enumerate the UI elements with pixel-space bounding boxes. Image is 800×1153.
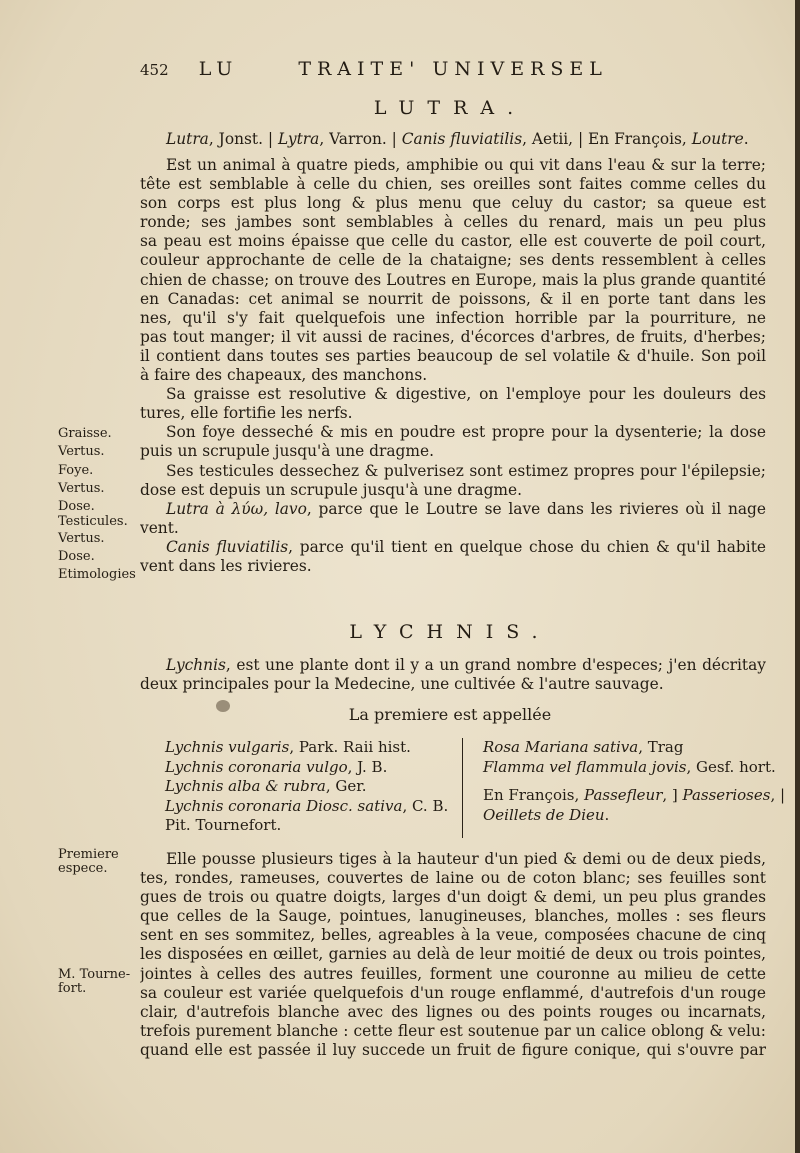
synonym-entry — [165, 758, 455, 778]
text-line: trefois purement blanche : cette fleur est soutenue par un calice oblong & velu: — [140, 1021, 766, 1040]
synonym-author: , Gesf. hort. — [686, 757, 776, 776]
premiere-heading: La premiere est appellée — [348, 705, 552, 724]
synonym-name: Lychnis coronaria vulgo — [165, 757, 348, 776]
margin-note-dose: Dose. — [58, 499, 95, 514]
etymology-line: vent dans les rivieres. — [140, 556, 312, 575]
synonym-entry — [165, 816, 455, 836]
synonym-author: En François, — [483, 786, 585, 804]
synonym-name: Oeillets de Dieu — [483, 805, 605, 824]
synonym-author: , ] — [662, 786, 683, 804]
text-line: que celles de la Sauge, pointues, lanugineuses, blanches, molles : ses fleurs — [140, 907, 766, 926]
synonym-name: Canis fluviatilis — [401, 130, 523, 148]
etymology-text: , parce que le Loutre se lave dans les rivieres où il nage — [306, 499, 766, 518]
text-line: tête est semblable à celle du chien, ses oreilles sont faites comme celles du — [140, 175, 766, 194]
text-line: les disposées en œillet, garnies au delà de leur moitié de deux ou trois pointes, — [140, 945, 766, 964]
text-line: Elle pousse plusieurs tiges à la hauteur d'un pied & demi ou de deux pieds, — [166, 850, 766, 868]
etymology-line — [140, 500, 766, 519]
margin-note-vertus: Vertus. — [58, 531, 105, 546]
intro-line — [140, 656, 766, 675]
synonym-author: , Trag — [638, 738, 684, 756]
page-number: 452 — [140, 61, 169, 79]
testicules-line: dose est depuis un scrupule jusqu'à une dragme. — [140, 480, 523, 499]
foye-line: puis un scrupule jusqu'à une dragme. — [140, 442, 434, 461]
text-line: nes, qu'il s'y fait quelquefois une infection horrible par la pourriture, ne — [140, 308, 766, 327]
synonym-author: , Aetii, | En François, — [522, 130, 692, 148]
text-line: il contient dans toutes ses parties beaucoup de sel volatile & d'huile. Son poil — [140, 346, 766, 365]
text-line: sa couleur est variée quelquefois d'un rouge enflammé, d'autrefois d'un rouge — [140, 983, 766, 1002]
synonym-entry — [483, 806, 768, 826]
text-line: sent en ses sommitez, belles, agreables à la veue, composées chacune de cinq — [140, 926, 766, 945]
etymology-line: vent. — [140, 518, 179, 537]
lutra-title: LUTRA. — [373, 97, 527, 119]
text-line: sa peau est moins épaisse que celle du castor, elle est couverte de poil court, — [140, 232, 766, 251]
text-line: jointes à celles des autres feuilles, forment une couronne au milieu de cette — [140, 964, 766, 983]
synonym-name: Lychnis alba & rubra — [165, 777, 326, 795]
text-line: tes, rondes, rameuses, couvertes de laine ou de coton blanc; ses feuilles sont — [140, 869, 766, 888]
etymology-text: , parce qu'il tient en quelque chose du chien & qu'il habite — [288, 537, 766, 556]
synonym-author: . — [604, 805, 610, 824]
graisse-line: Sa graisse est resolutive & digestive, on l'employe pour les douleurs des — [166, 385, 766, 404]
synonym-entry — [483, 738, 768, 758]
etymology-line — [140, 538, 766, 557]
graisse-line: tures, elle fortifie les nerfs. — [140, 404, 353, 423]
margin-note-vertus: Vertus. — [58, 481, 105, 496]
margin-note-foye: Foye. — [58, 463, 94, 478]
synonym-author: , | — [770, 786, 786, 804]
synonym-author: , Jonst. | — [208, 130, 278, 148]
text-line: Est un animal à quatre pieds, amphibie ou qui vit dans l'eau & sur la terre; — [166, 156, 766, 174]
synonym-entry — [483, 786, 786, 806]
synonyms-right-column — [483, 738, 786, 825]
synonym-entry — [165, 738, 455, 758]
synonym-author: Pit. Tournefort. — [165, 816, 282, 834]
testicules-line: Ses testicules dessechez & pulverisez sont estimez propres pour l'épilepsie; — [166, 461, 766, 480]
synonym-author: , Ger. — [325, 777, 367, 795]
synonym-author: , J. B. — [347, 757, 388, 776]
margin-note-graisse: Graisse. — [58, 426, 112, 441]
synonym-entry — [165, 777, 455, 797]
text-line: gues de trois ou quatre doigts, larges d'un doigt & demi, un peu plus grandes — [140, 888, 766, 907]
lutra-synonyms — [140, 130, 766, 149]
synonym-author: , Park. Raii hist. — [289, 738, 411, 756]
column-divider — [462, 738, 463, 838]
synonym-name: Lychnis coronaria Diosc. sativa — [165, 796, 403, 815]
synonym-name: Rosa Mariana sativa — [483, 738, 639, 756]
lychnis-intro — [140, 656, 766, 694]
text-line: chien de chasse; on trouve des Loutres en Europe, mais la plus grande quantité — [140, 270, 766, 289]
etymology-word: Canis fluviatilis — [166, 537, 289, 556]
intro-line: deux principales pour la Medecine, une cultivée & l'autre sauvage. — [140, 675, 664, 694]
margin-note-dose: Dose. — [58, 549, 95, 564]
synonym-author: , C. B. — [402, 796, 449, 815]
synonym-entry — [483, 757, 776, 778]
margin-note-etimologies: Etimologies — [58, 567, 136, 582]
text-line: clair, d'autrefois blanche avec des lignes ou des points rouges ou incarnats, — [140, 1002, 766, 1021]
lutra-description — [140, 156, 766, 576]
foye-line: Son foye desseché & mis en poudre est propre pour la dysenterie; la dose — [166, 423, 766, 442]
lychnis-description — [140, 850, 766, 1060]
plant-name: Lychnis — [166, 656, 226, 674]
text-line: quand elle est passée il luy succede un fruit de figure conique, qui s'ouvre par — [140, 1040, 766, 1059]
synonym-name: Lychnis vulgaris — [165, 738, 290, 756]
running-header — [140, 58, 760, 80]
etymology-word: Lutra à λύω, lavo — [166, 499, 307, 518]
margin-note-premiere-espece: Premiere espece. — [58, 847, 119, 876]
text-line: son corps est plus long & plus menu que celuy du castor; sa queue est — [140, 194, 766, 213]
synonym-author: . — [743, 130, 749, 148]
margin-note-vertus: Vertus. — [58, 444, 105, 459]
lychnis-title: LYCHNIS. — [349, 621, 551, 643]
running-head-right: TRAITE' UNIVERSEL — [298, 58, 608, 80]
running-head-left: LU — [198, 58, 239, 80]
margin-note-tournefort: M. Tourne-fort. — [58, 967, 131, 996]
text-line: en Canadas: cet animal se nourrit de poissons, & il en porte tant dans les — [140, 289, 766, 308]
synonym-name: Flamma vel flammula jovis — [483, 757, 687, 776]
margin-note-testicules: Testicules. — [58, 514, 128, 529]
synonym-name: Passerioses — [682, 786, 771, 804]
text-line: pas tout manger; il vit aussi de racines, d'écorces d'arbres, de fruits, d'herbes; — [140, 327, 766, 346]
synonym-name: Lytra — [277, 130, 320, 148]
synonym-name: Passefleur — [584, 786, 663, 804]
text-line: couleur approchante de celle de la chataigne; ses dents ressemblent à celles — [140, 251, 766, 270]
synonym-name: Lutra — [166, 130, 209, 148]
synonym-author: , Varron. | — [319, 130, 402, 148]
synonyms-left-column — [165, 738, 455, 836]
intro-text: , est une plante dont il y a un grand nombre d'especes; j'en décritay — [225, 656, 766, 674]
synonym-name: Loutre — [691, 130, 744, 148]
text-line: à faire des chapeaux, des manchons. — [140, 366, 428, 385]
text-line: ronde; ses jambes sont semblables à celles du renard, mais un peu plus — [140, 213, 766, 232]
page-edge — [795, 0, 800, 1153]
synonym-entry — [165, 797, 455, 817]
